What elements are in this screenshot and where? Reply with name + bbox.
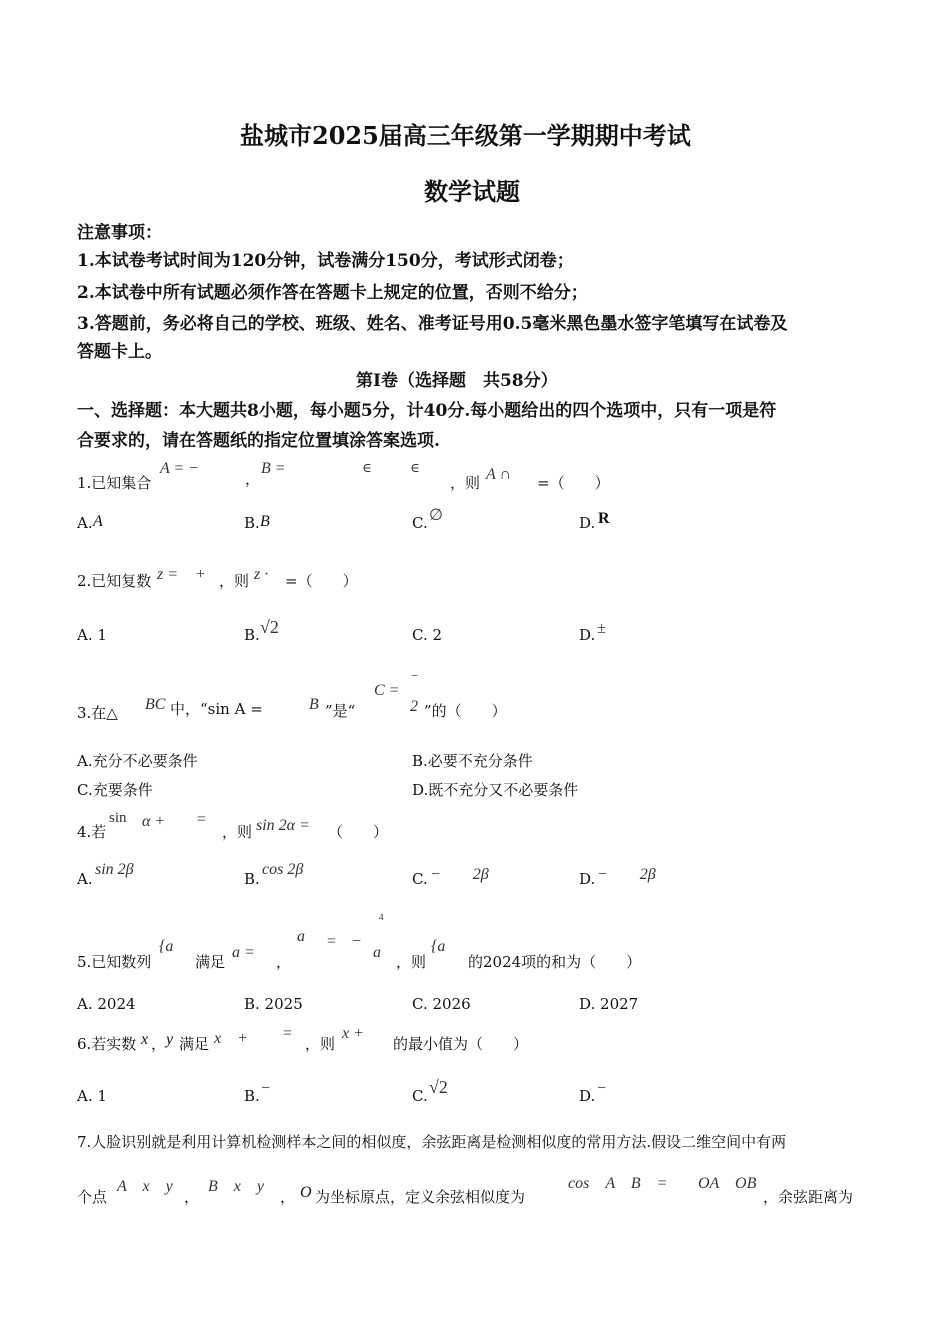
q3-frac-top: − xyxy=(411,668,419,683)
q4-option-c-label[interactable]: C. xyxy=(412,870,428,888)
notes-item-2: 2.本试卷中所有试题必须作答在答题卡上规定的位置，否则不给分； xyxy=(77,283,588,303)
q6-x: x xyxy=(141,1031,149,1048)
q3-prefix: 3.在△ xyxy=(77,704,118,722)
q4-expr: sin 2α = xyxy=(256,817,310,834)
q4-option-d-value: − 2β xyxy=(597,866,656,883)
q4-option-b-label[interactable]: B. xyxy=(244,870,260,888)
q6-option-c-value: √2 xyxy=(429,1077,448,1097)
q1-expr: A ∩ xyxy=(486,466,512,483)
q5-comma: ， xyxy=(276,953,292,971)
q4-then: ，则 xyxy=(222,823,253,841)
q5-sup: 4 xyxy=(379,912,384,922)
q3-triangle: BC xyxy=(145,696,166,713)
q2-option-b-value: √2 xyxy=(260,617,279,637)
q3-tail: ”的（ ） xyxy=(424,702,507,720)
q6-prefix: 6.若实数 xyxy=(77,1035,137,1053)
q5-satisfy: 满足 xyxy=(195,953,226,971)
q7-line-2d: ，余弦距离为 xyxy=(763,1188,854,1206)
exam-subtitle: 数学试题 xyxy=(424,177,520,206)
q6-eq: = xyxy=(283,1025,293,1042)
notes-item-3b: 答题卡上。 xyxy=(77,342,162,362)
q2-option-c[interactable]: C. 2 xyxy=(412,626,443,644)
section-instructions-b: 合要求的，请在答题纸的指定位置填涂答案选项. xyxy=(77,431,440,451)
q1-set-a: A = − xyxy=(160,460,200,477)
q1-option-b-value: B xyxy=(260,513,270,530)
q1-option-d-label[interactable]: D. xyxy=(579,514,596,532)
q5-option-d[interactable]: D. 2027 xyxy=(579,995,639,1013)
q1-option-b-label[interactable]: B. xyxy=(244,514,260,532)
notes-heading: 注意事项： xyxy=(77,223,162,243)
q6-y: y xyxy=(166,1031,174,1048)
q5-rec2: = − xyxy=(327,933,362,950)
q3-mid2: ”是“ xyxy=(325,702,356,720)
q3-mid: 中，“sin A = xyxy=(170,700,263,718)
q2-option-b-label[interactable]: B. xyxy=(244,626,260,644)
q2-eq: =（ ） xyxy=(285,572,358,590)
q2-expr: z · xyxy=(254,566,269,583)
q6-option-b-value: − xyxy=(261,1080,271,1097)
q2-option-d-value: ± xyxy=(597,620,606,637)
q1-option-c-label[interactable]: C. xyxy=(412,514,428,532)
q5-an: a xyxy=(373,944,381,961)
q5-option-c[interactable]: C. 2026 xyxy=(412,995,471,1013)
q2-z: z = xyxy=(157,566,179,583)
q5-prefix: 5.已知数列 xyxy=(77,953,152,971)
q6-satisfy: 满足 xyxy=(179,1035,210,1053)
q6-comma: ， xyxy=(151,1035,167,1053)
q2-option-a[interactable]: A. 1 xyxy=(77,626,107,644)
q2-plus: + xyxy=(196,566,206,583)
q3-frac-bot: 2 xyxy=(410,698,418,715)
q3-c: C = xyxy=(374,682,400,699)
q1-option-c-value: ∅ xyxy=(429,507,443,524)
q6-option-b-label[interactable]: B. xyxy=(244,1087,260,1105)
q3-option-d[interactable]: D.既不充分又不必要条件 xyxy=(412,781,579,799)
q5-option-b[interactable]: B. 2025 xyxy=(244,995,303,1013)
q5-sequence: {a xyxy=(159,938,174,955)
q5-rec: a xyxy=(297,928,305,945)
section-instructions-a: 一、选择题：本大题共8小题，每小题5分，计40分.每小题给出的四个选项中，只有一项是符 xyxy=(77,401,777,421)
q2-prefix: 2.已知复数 xyxy=(77,572,152,590)
q4-sin: sin xyxy=(109,810,127,826)
q1-eq: =（ ） xyxy=(537,474,610,492)
q4-option-c-value: − 2β xyxy=(430,866,489,883)
q4-paren: （ ） xyxy=(328,823,389,841)
q3-b: B xyxy=(309,696,319,713)
q7-line-1: 7.人脸识别就是利用计算机检测样本之间的相似度，余弦距离是检测相似度的常用方法.假设二维空间中有两 xyxy=(77,1133,787,1151)
q4-prefix: 4.若 xyxy=(77,823,107,841)
q1-option-d-value: R xyxy=(598,510,610,527)
q6-then: ，则 xyxy=(305,1035,336,1053)
q2-option-d-label[interactable]: D. xyxy=(579,626,596,644)
q4-option-b-value: cos 2β xyxy=(262,861,304,878)
q3-option-b[interactable]: B.必要不充分条件 xyxy=(412,752,533,770)
q3-option-a[interactable]: A.充分不必要条件 xyxy=(77,752,198,770)
q1-set-a-tail: ， xyxy=(245,470,261,488)
q5-option-a[interactable]: A. 2024 xyxy=(77,995,136,1013)
q4-option-a-label[interactable]: A. xyxy=(77,870,93,888)
q7-line-2c: 为坐标原点，定义余弦相似度为 xyxy=(315,1188,526,1206)
q6-option-d-value: − xyxy=(597,1080,607,1097)
q1-then: ，则 xyxy=(450,474,481,492)
q7-line-2b: ， xyxy=(280,1188,296,1206)
q7-cos: cos A B = xyxy=(568,1175,668,1192)
q1-set-b: B = xyxy=(261,460,286,477)
q3-option-c[interactable]: C.充要条件 xyxy=(77,781,153,799)
q1-in-1: ∈ xyxy=(362,460,372,475)
notes-item-3a: 3.答题前，务必将自己的学校、班级、姓名、准考证号用0.5毫米黑色墨水签字笔填写在试卷及 xyxy=(77,314,788,334)
q7-point-a: A x y xyxy=(117,1178,173,1195)
exam-title: 盐城市2025届高三年级第一学期期中考试 xyxy=(240,121,691,150)
q1-in-2: ∈ xyxy=(410,460,420,475)
q6-expr: x + xyxy=(342,1025,364,1042)
q4-option-a-value: sin 2β xyxy=(95,861,134,878)
q1-option-a-value: A xyxy=(93,513,103,530)
q1-option-a-label[interactable]: A. xyxy=(77,514,93,532)
q7-sep: ， xyxy=(184,1188,200,1206)
notes-item-1: 1.本试卷考试时间为120分钟，试卷满分150分，考试形式闭卷； xyxy=(77,251,574,271)
q6-option-d-label[interactable]: D. xyxy=(579,1087,596,1105)
q2-then: ，则 xyxy=(219,572,250,590)
q1-prefix: 1.已知集合 xyxy=(77,474,152,492)
q7-vectors: OA OB xyxy=(698,1175,757,1192)
q5-tail: 的2024项的和为（ ） xyxy=(468,953,642,971)
q5-a1: a = xyxy=(232,944,255,961)
q6-option-a[interactable]: A. 1 xyxy=(77,1087,107,1105)
q5-then: ，则 xyxy=(396,953,427,971)
q5-sequence-2: {a xyxy=(431,938,446,955)
q6-tail: 的最小值为（ ） xyxy=(393,1035,529,1053)
q7-line-2a: 个点 xyxy=(77,1188,108,1206)
q4-alpha: α + xyxy=(142,813,166,830)
q4-option-d-label[interactable]: D. xyxy=(579,870,596,888)
q4-eq: = xyxy=(197,811,207,828)
section-heading: 第Ⅰ卷（选择题 共58分） xyxy=(356,371,558,391)
q6-option-c-label[interactable]: C. xyxy=(412,1087,428,1105)
q7-origin: O xyxy=(300,1184,312,1201)
q7-point-b: B x y xyxy=(208,1178,264,1195)
q6-eq-left: x + xyxy=(214,1030,248,1047)
